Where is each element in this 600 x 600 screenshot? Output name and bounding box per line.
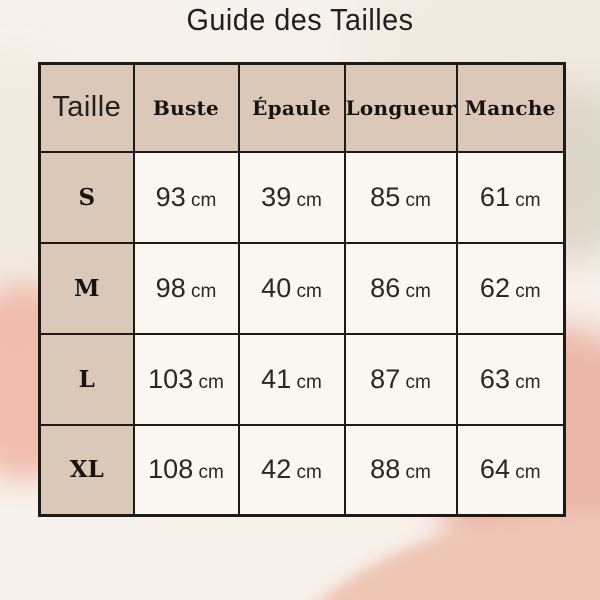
- table-header-row: [40, 64, 565, 152]
- measurement-cell: 98 cm: [134, 243, 239, 334]
- measurement-cell: 108 cm: [134, 425, 239, 516]
- measurement-cell: 62 cm: [457, 243, 565, 334]
- measurement-cell: 87 cm: [345, 334, 457, 425]
- size-label-cell: XL: [40, 425, 134, 516]
- column-header-measure: Buste: [134, 64, 239, 152]
- measurement-cell: 40 cm: [239, 243, 345, 334]
- measurement-cell: 85 cm: [345, 152, 457, 243]
- table-row: [40, 152, 565, 243]
- measurement-cell: 63 cm: [457, 334, 565, 425]
- column-header-measure: Longueur: [345, 64, 457, 152]
- measurement-cell: 41 cm: [239, 334, 345, 425]
- measurement-cell: 93 cm: [134, 152, 239, 243]
- size-table-body: [40, 152, 565, 516]
- column-header-measure: Manche: [457, 64, 565, 152]
- column-header-size: Taille: [40, 64, 134, 152]
- table-row: [40, 425, 565, 516]
- measurement-cell: 61 cm: [457, 152, 565, 243]
- size-label-cell: M: [40, 243, 134, 334]
- measurement-cell: 86 cm: [345, 243, 457, 334]
- size-label-cell: L: [40, 334, 134, 425]
- table-row: [40, 243, 565, 334]
- table-row: [40, 334, 565, 425]
- size-label-cell: S: [40, 152, 134, 243]
- page-title: Guide des Tailles: [186, 2, 414, 37]
- measurement-cell: 42 cm: [239, 425, 345, 516]
- measurement-cell: 88 cm: [345, 425, 457, 516]
- measurement-cell: 64 cm: [457, 425, 565, 516]
- size-guide-table: [38, 62, 566, 517]
- column-header-measure: Épaule: [239, 64, 345, 152]
- measurement-cell: 103 cm: [134, 334, 239, 425]
- measurement-cell: 39 cm: [239, 152, 345, 243]
